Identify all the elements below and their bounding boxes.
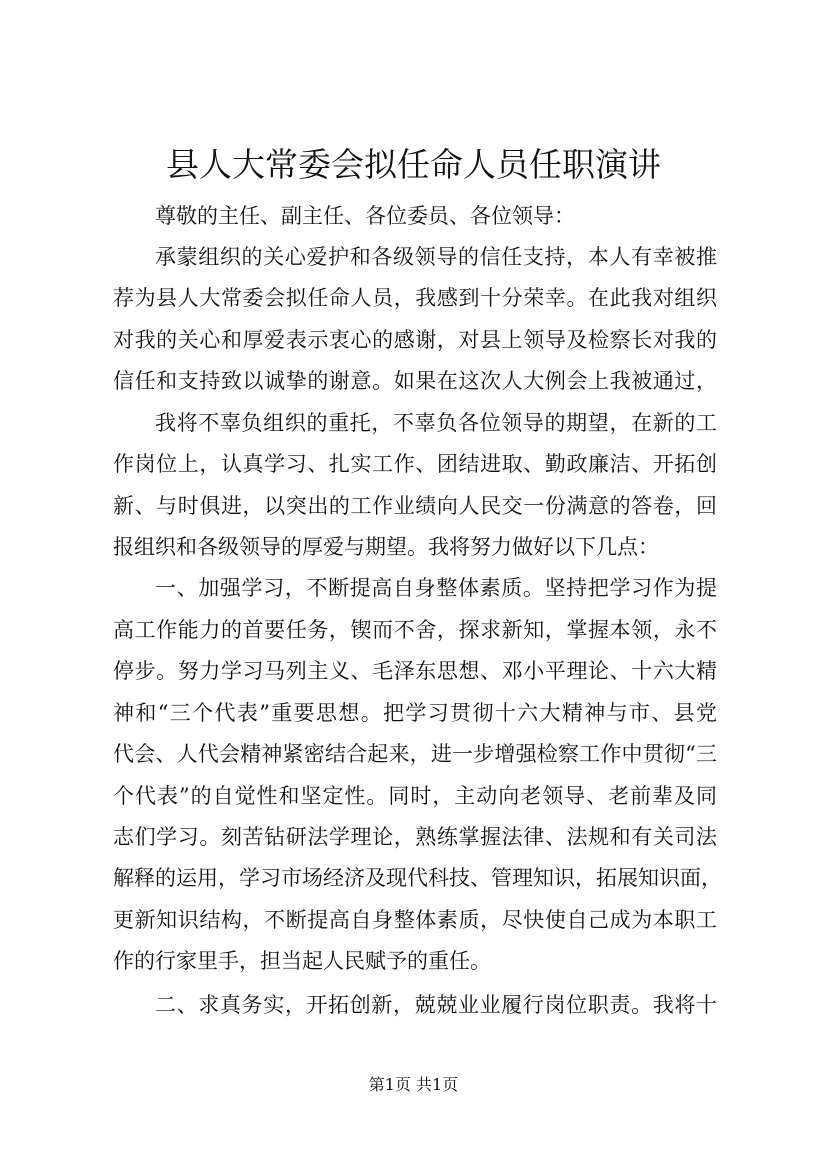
body-line: 信任和支持致以诚挚的谢意。如果在这次人大例会上我被通过， xyxy=(113,369,717,393)
body-line: 一、加强学习，不断提高自身整体素质。坚持把学习作为提 xyxy=(155,576,717,600)
body-line: 报组织和各级领导的厚爱与期望。我将努力做好以下几点： xyxy=(113,535,659,559)
body-line: 对我的关心和厚爱表示衷心的感谢，对县上领导及检察长对我的 xyxy=(113,328,717,352)
body-line: 志们学习。刻苦钻研法学理论，熟练掌握法律、法规和有关司法 xyxy=(113,825,717,849)
body-line: 作岗位上，认真学习、扎实工作、团结进取、勤政廉洁、开拓创 xyxy=(113,452,717,476)
body-line: 我将不辜负组织的重托，不辜负各位领导的期望，在新的工 xyxy=(155,411,717,435)
body-line: 停步。努力学习马列主义、毛泽东思想、邓小平理论、十六大精 xyxy=(113,659,717,683)
body-line: 承蒙组织的关心爱护和各级领导的信任支持，本人有幸被推 xyxy=(155,245,717,269)
document-title: 县人大常委会拟任命人员任职演讲 xyxy=(166,145,661,184)
body-line: 新、与时俱进，以突出的工作业绩向人民交一份满意的答卷，回 xyxy=(113,494,717,518)
body-line: 更新知识结构，不断提高自身整体素质，尽快使自己成为本职工 xyxy=(113,908,717,932)
body-line: 代会、人代会精神紧密结合起来，进一步增强检察工作中贯彻“三 xyxy=(113,742,717,766)
page-footer: 第1页 共1页 xyxy=(368,1075,459,1094)
body-line: 高工作能力的首要任务，锲而不舍，探求新知，掌握本领，永不 xyxy=(113,618,717,642)
salutation-line: 尊敬的主任、副主任、各位委员、各位领导： xyxy=(155,204,575,228)
body-line: 个代表”的自觉性和坚定性。同时，主动向老领导、老前辈及同 xyxy=(113,784,717,808)
body-line: 作的行家里手，担当起人民赋予的重任。 xyxy=(113,949,491,973)
body-line: 解释的运用，学习市场经济及现代科技、管理知识，拓展知识面， xyxy=(113,866,722,890)
body-line: 神和“三个代表”重要思想。把学习贯彻十六大精神与市、县党 xyxy=(113,701,717,725)
body-line: 二、求真务实，开拓创新，兢兢业业履行岗位职责。我将十 xyxy=(155,993,717,1017)
body-line: 荐为县人大常委会拟任命人员，我感到十分荣幸。在此我对组织 xyxy=(113,286,717,310)
